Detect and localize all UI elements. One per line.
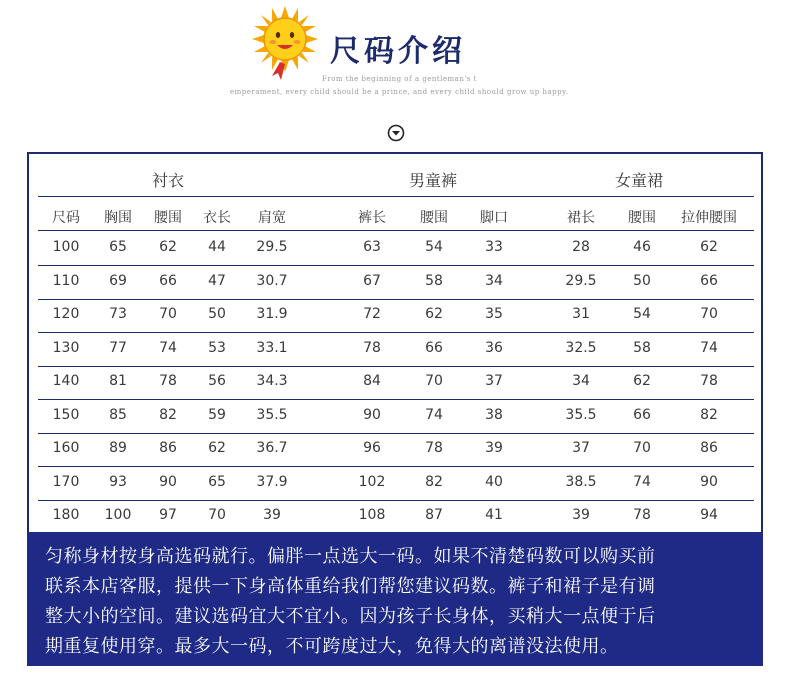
table-cell: 78	[425, 440, 443, 456]
column-header-pants-length: 裤长	[358, 210, 386, 226]
table-cell: 36	[485, 339, 503, 356]
column-header-shirt-length: 衣长	[203, 210, 231, 226]
advice-line: 匀称身材按身高选码就行。偏胖一点选大一码。如果不清楚码数可以购买前	[45, 546, 656, 567]
row-divider	[38, 433, 754, 434]
table-cell: 35.5	[256, 406, 288, 423]
table-cell: 63	[363, 239, 381, 255]
table-cell: 40	[485, 473, 503, 490]
table-cell: 86	[700, 440, 718, 456]
size-cell: 170	[52, 473, 80, 490]
table-cell: 37	[485, 373, 503, 389]
group-header-boys-pants: 男童裤	[408, 171, 458, 190]
sun-mascot-icon	[250, 4, 320, 82]
column-header-shoulder: 肩宽	[258, 210, 286, 226]
table-cell: 62	[159, 239, 177, 255]
table-cell: 66	[425, 339, 443, 356]
table-cell: 62	[425, 306, 443, 322]
table-cell: 31.9	[256, 306, 288, 322]
table-cell: 70	[159, 306, 177, 322]
column-header-shirt-waist: 腰围	[154, 210, 182, 226]
table-cell: 70	[425, 373, 443, 389]
table-cell: 31	[572, 306, 590, 322]
table-cell: 78	[700, 373, 718, 389]
table-cell: 67	[363, 272, 381, 289]
table-cell: 93	[109, 473, 127, 490]
table-cell: 70	[208, 507, 226, 523]
table-cell: 82	[159, 406, 177, 423]
table-cell: 90	[700, 473, 718, 490]
table-cell: 69	[109, 272, 127, 289]
advice-line: 联系本店客服，提供一下身高体重给我们帮您建议码数。裤子和裙子是有调	[45, 576, 656, 597]
table-cell: 53	[208, 339, 226, 356]
table-cell: 96	[363, 440, 381, 456]
column-header-skirt-waist: 腰围	[628, 210, 656, 226]
row-divider	[38, 265, 754, 266]
column-header-pants-waist: 腰围	[420, 210, 448, 226]
table-cell: 39	[485, 440, 503, 456]
table-cell: 72	[363, 306, 381, 322]
table-cell: 39	[572, 507, 590, 523]
table-cell: 54	[425, 239, 443, 255]
row-divider	[38, 366, 754, 367]
table-cell: 82	[425, 473, 443, 490]
table-cell: 108	[358, 507, 386, 523]
table-cell: 66	[633, 406, 651, 423]
table-cell: 70	[700, 306, 718, 322]
table-cell: 50	[633, 272, 651, 289]
table-cell: 35.5	[565, 406, 597, 423]
table-cell: 29.5	[256, 239, 288, 255]
table-cell: 85	[109, 406, 127, 423]
table-cell: 56	[208, 373, 226, 389]
table-cell: 37	[572, 440, 590, 456]
table-cell: 94	[700, 507, 718, 523]
tagline-line-2: emperament, every child should be a prince, and every child should grow up happy.	[230, 88, 569, 96]
table-cell: 74	[633, 473, 651, 490]
table-cell: 50	[208, 306, 226, 322]
row-divider	[38, 399, 754, 400]
column-header-chest: 胸围	[104, 210, 132, 226]
table-cell: 35	[485, 306, 503, 322]
header	[0, 0, 790, 120]
table-cell: 84	[363, 373, 381, 389]
size-cell: 150	[52, 406, 80, 423]
size-cell: 100	[52, 239, 80, 255]
table-cell: 41	[485, 507, 503, 523]
table-cell: 33	[485, 239, 503, 255]
table-cell: 62	[633, 373, 651, 389]
table-cell: 90	[363, 406, 381, 423]
column-header-stretch-waist: 拉伸腰围	[681, 210, 737, 226]
row-divider	[38, 466, 754, 467]
group-header-girls-skirt: 女童裙	[614, 171, 664, 190]
table-cell: 74	[700, 339, 718, 356]
table-cell: 37.9	[256, 473, 288, 490]
table-cell: 74	[159, 339, 177, 356]
advice-line: 期重复使用穿。最多大一码，不可跨度过大，免得大的离谱没法使用。	[45, 636, 619, 657]
table-cell: 58	[425, 272, 443, 289]
column-header-hem: 脚口	[480, 210, 508, 226]
table-cell: 62	[208, 440, 226, 456]
column-header-skirt-length: 裙长	[567, 210, 595, 226]
table-cell: 74	[425, 406, 443, 423]
table-cell: 78	[633, 507, 651, 523]
table-cell: 65	[208, 473, 226, 490]
sizing-advice	[27, 532, 763, 666]
tagline-line-1: From the beginning of a gentleman's t	[322, 75, 477, 83]
size-cell: 110	[52, 272, 80, 289]
table-cell: 62	[700, 239, 718, 255]
table-cell: 81	[109, 373, 127, 389]
table-cell: 34.3	[256, 373, 288, 389]
table-cell: 38.5	[565, 473, 597, 490]
header-divider	[38, 230, 754, 231]
table-cell: 78	[159, 373, 177, 389]
advice-line: 整大小的空间。建议选码宜大不宜小。因为孩子长身体，买稍大一点便于后	[45, 606, 656, 627]
chevron-down-icon[interactable]	[387, 124, 405, 142]
page-title: 尺码介绍	[330, 34, 466, 69]
table-cell: 29.5	[565, 272, 597, 289]
table-cell: 77	[109, 339, 127, 356]
table-cell: 66	[159, 272, 177, 289]
table-cell: 78	[363, 339, 381, 356]
table-cell: 82	[700, 406, 718, 423]
size-cell: 120	[52, 306, 80, 322]
size-cell: 180	[52, 507, 80, 523]
table-cell: 39	[263, 507, 281, 523]
table-cell: 38	[485, 406, 503, 423]
table-cell: 47	[208, 272, 226, 289]
table-cell: 90	[159, 473, 177, 490]
table-cell: 100	[104, 507, 132, 523]
table-cell: 30.7	[256, 272, 288, 289]
table-cell: 89	[109, 440, 127, 456]
row-divider	[38, 500, 754, 501]
group-divider	[38, 196, 754, 197]
table-cell: 32.5	[565, 339, 597, 356]
table-cell: 58	[633, 339, 651, 356]
table-cell: 34	[485, 272, 503, 289]
table-cell: 102	[358, 473, 386, 490]
table-cell: 70	[633, 440, 651, 456]
table-cell: 28	[572, 239, 590, 255]
column-header-size: 尺码	[52, 210, 80, 226]
table-cell: 34	[572, 373, 590, 389]
row-divider	[38, 332, 754, 333]
table-cell: 46	[633, 239, 651, 255]
table-cell: 87	[425, 507, 443, 523]
table-cell: 33.1	[256, 339, 288, 356]
group-header-shirt: 衬衣	[151, 171, 185, 190]
size-cell: 160	[52, 440, 80, 456]
table-cell: 65	[109, 239, 127, 255]
table-cell: 59	[208, 406, 226, 423]
table-cell: 44	[208, 239, 226, 255]
table-cell: 86	[159, 440, 177, 456]
table-cell: 36.7	[256, 440, 288, 456]
table-cell: 97	[159, 507, 177, 523]
table-cell: 54	[633, 306, 651, 322]
table-cell: 73	[109, 306, 127, 322]
row-divider	[38, 299, 754, 300]
size-cell: 130	[52, 339, 80, 356]
table-cell: 66	[700, 272, 718, 289]
size-cell: 140	[52, 373, 80, 389]
